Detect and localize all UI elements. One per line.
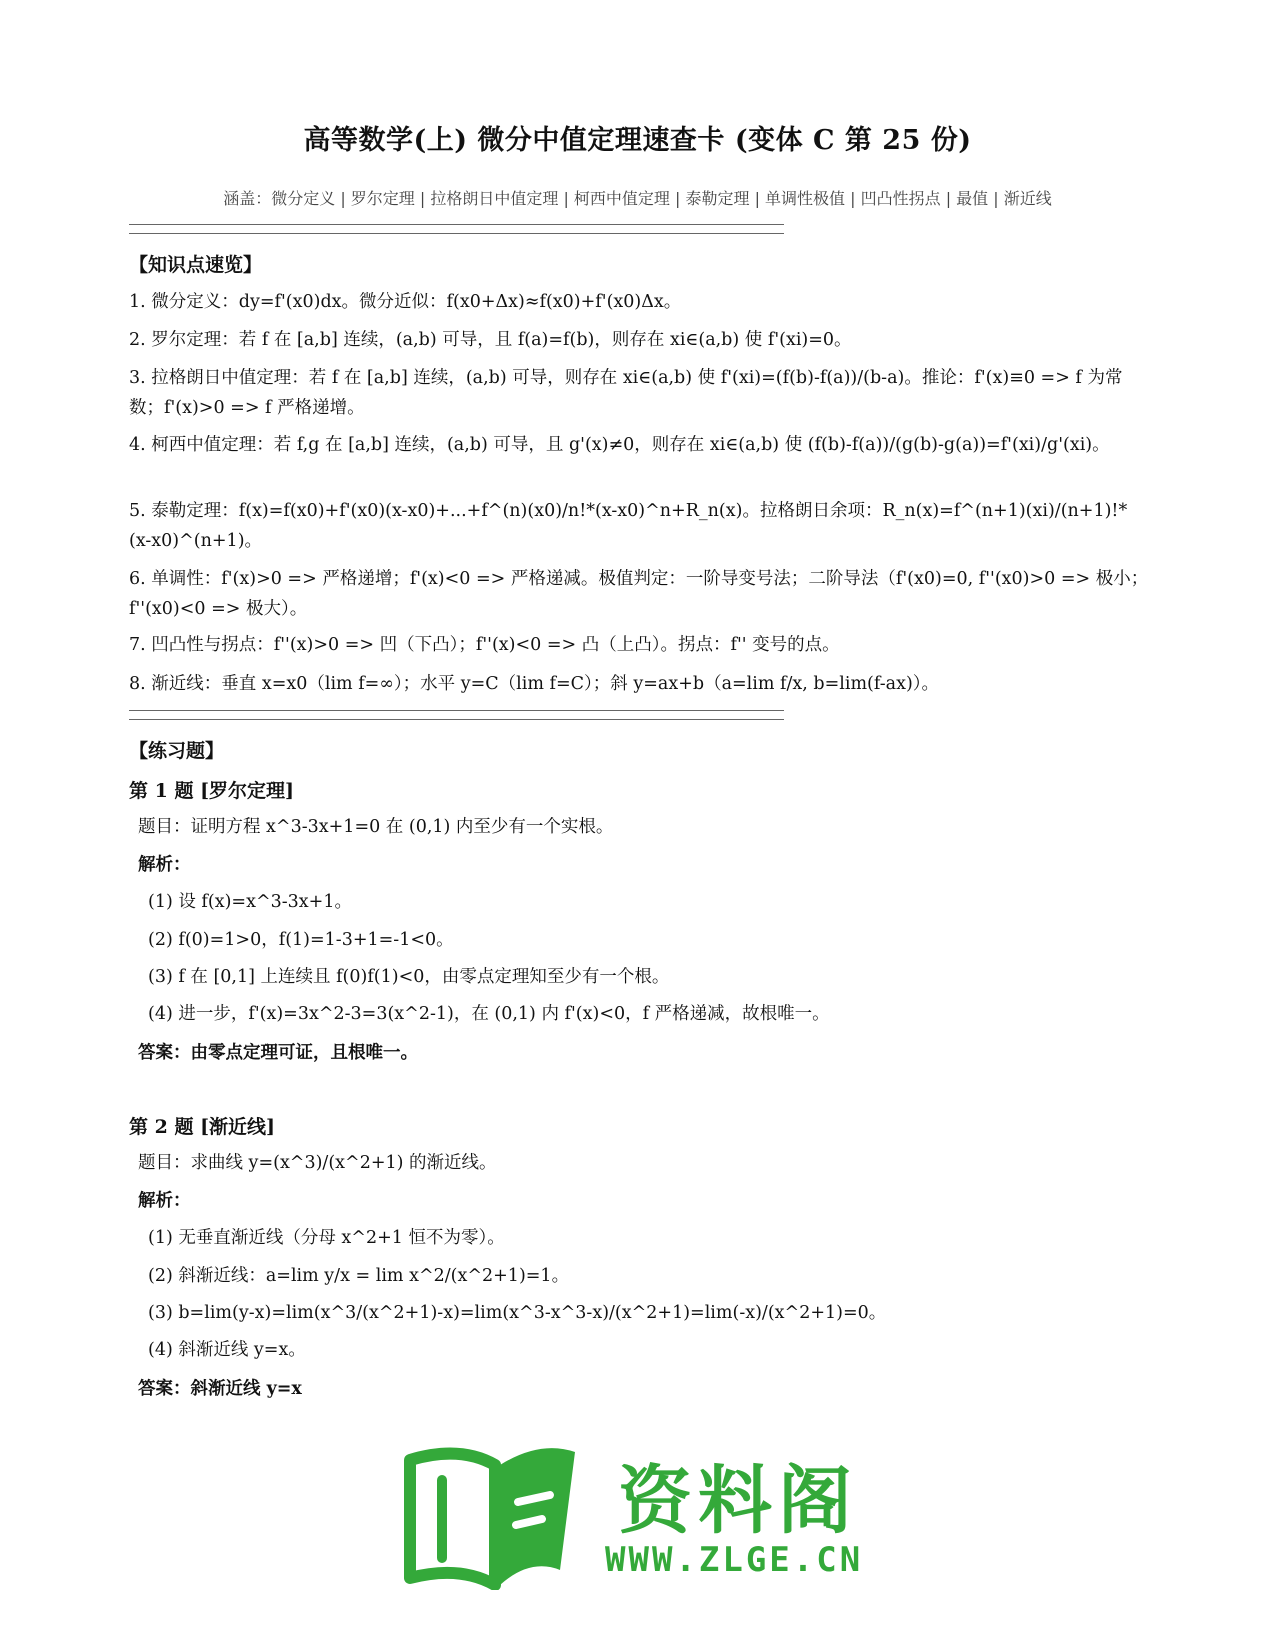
question-2-answer: 答案：斜渐近线 y=x <box>138 1379 302 1399</box>
knowledge-item-1: 1. 微分定义：dy=f'(x0)dx。微分近似：f(x0+Δx)≈f(x0)+f'(x0)Δx。 <box>129 292 682 312</box>
knowledge-item-5: 5. 泰勒定理：f(x)=f(x0)+f'(x0)(x-x0)+...+f^(n)(x0)/n!*(x-x0)^n+R_n(x)。拉格朗日余项：R_n(x)=f^(n+1)(xi)/(n+1)!*(x-x0)^(n+1)。 <box>129 501 1128 551</box>
question-2-text: 题目：求曲线 y=(x^3)/(x^2+1) 的渐近线。 <box>138 1153 497 1173</box>
knowledge-heading: 【知识点速览】 <box>129 254 263 276</box>
page-title: 高等数学(上) 微分中值定理速查卡 (变体 C 第 25 份) <box>303 125 972 156</box>
question-2-step-4: (4) 斜渐近线 y=x。 <box>148 1340 306 1360</box>
question-2-step-1: (1) 无垂直渐近线（分母 x^2+1 恒不为零）。 <box>148 1228 505 1248</box>
knowledge-item-4: 4. 柯西中值定理：若 f,g 在 [a,b] 连续，(a,b) 可导，且 g'(x)≠0，则存在 xi∈(a,b) 使 (f(b)-f(a))/(g(b)-g(a))=f'(xi)/g'(xi)。 <box>129 435 1110 455</box>
question-1-step-1: (1) 设 f(x)=x^3-3x+1。 <box>148 892 352 912</box>
question-2-step-2: (2) 斜渐近线：a=lim y/x = lim x^2/(x^2+1)=1。 <box>148 1266 570 1286</box>
exercises-heading: 【练习题】 <box>129 740 225 762</box>
question-1-text: 题目：证明方程 x^3-3x+1=0 在 (0,1) 内至少有一个实根。 <box>138 817 614 837</box>
watermark-logo <box>400 1440 870 1590</box>
question-1-step-3: (3) f 在 [0,1] 上连续且 f(0)f(1)<0，由零点定理知至少有一个根。 <box>148 967 670 987</box>
knowledge-item-8: 8. 渐近线：垂直 x=x0（lim f=∞）；水平 y=C（lim f=C）；斜 y=ax+b（a=lim f/x, b=lim(f-ax)）。 <box>129 674 940 694</box>
question-1-step-4: (4) 进一步，f'(x)=3x^2-3=3(x^2-1)，在 (0,1) 内 f'(x)<0，f 严格递减，故根唯一。 <box>148 1004 830 1024</box>
question-2-heading: 第 2 题 [渐近线] <box>129 1116 276 1138</box>
question-1-answer: 答案：由零点定理可证，且根唯一。 <box>138 1043 418 1063</box>
book-icon <box>400 1440 600 1590</box>
question-2-analysis-label: 解析： <box>138 1191 191 1211</box>
watermark-text: 资料阁 <box>618 1458 858 1544</box>
question-2-step-3: (3) b=lim(y-x)=lim(x^3/(x^2+1)-x)=lim(x^3-x^3-x)/(x^2+1)=lim(-x)/(x^2+1)=0。 <box>148 1303 887 1323</box>
question-1-analysis-label: 解析： <box>138 855 191 875</box>
watermark-url: WWW.ZLGE.CN <box>605 1540 864 1580</box>
question-1-step-2: (2) f(0)=1>0，f(1)=1-3+1=-1<0。 <box>148 930 454 950</box>
question-1-heading: 第 1 题 [罗尔定理] <box>129 780 295 802</box>
knowledge-item-3: 3. 拉格朗日中值定理：若 f 在 [a,b] 连续，(a,b) 可导，则存在 xi∈(a,b) 使 f'(xi)=(f(b)-f(a))/(b-a)。推论：f'(x)≡0 => f 为常数；f'(x)>0 => f 严格递增。 <box>129 368 1123 418</box>
knowledge-item-6: 6. 单调性：f'(x)>0 => 严格递增；f'(x)<0 => 严格递减。极值判定：一阶导变号法；二阶导法（f'(x0)=0, f''(x0)>0 => 极小；f''(x0)<0 => 极大）。 <box>129 569 1149 619</box>
knowledge-item-2: 2. 罗尔定理：若 f 在 [a,b] 连续，(a,b) 可导，且 f(a)=f(b)，则存在 xi∈(a,b) 使 f'(xi)=0。 <box>129 330 852 350</box>
page-subtitle: 涵盖：微分定义 | 罗尔定理 | 拉格朗日中值定理 | 柯西中值定理 | 泰勒定理 | 单调性极值 | 凹凸性拐点 | 最值 | 渐近线 <box>223 189 1052 208</box>
knowledge-item-7: 7. 凹凸性与拐点：f''(x)>0 => 凹（下凸）；f''(x)<0 => 凸（上凸）。拐点：f'' 变号的点。 <box>129 635 840 655</box>
divider-middle <box>129 710 784 720</box>
divider-top <box>129 224 784 234</box>
